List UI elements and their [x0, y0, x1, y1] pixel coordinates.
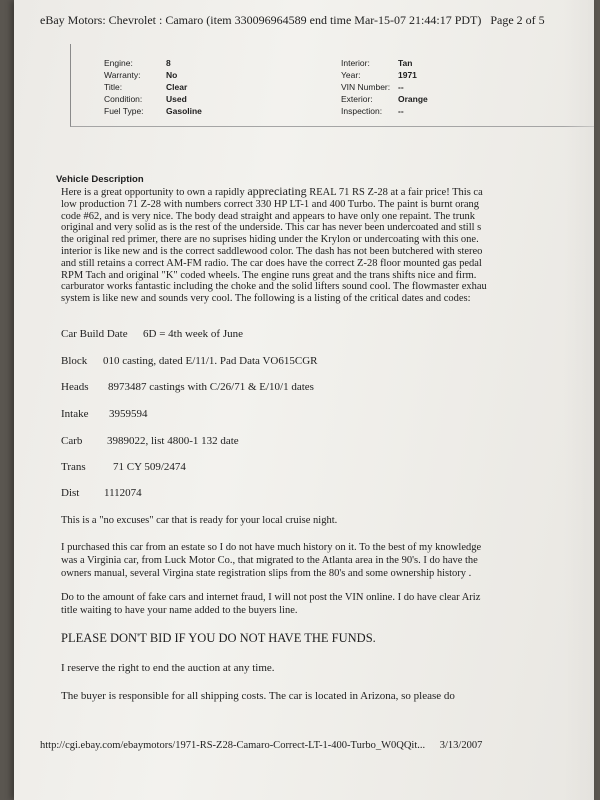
spec-row: Fuel Type: Gasoline	[104, 106, 202, 117]
description-line: the original red primer, there are no suprises hiding under the Krylon or undercoating with this one.	[61, 234, 479, 246]
spec-row: Exterior: Orange	[341, 94, 428, 105]
print-date: 3/13/2007	[439, 740, 483, 751]
vin-paragraph: Do to the amount of fake cars and internet fraud, I will not post the VIN online. I do have clear Ariz title waiting to have your name added to the buyers line.	[61, 592, 481, 616]
funds-warning: PLEASE DON'T BID IF YOU DO NOT HAVE THE FUNDS.	[61, 631, 376, 645]
specs-left-column	[104, 57, 202, 117]
printed-page	[14, 0, 594, 800]
description-line: and still retains a correct AM-FM radio. The car does have the correct Z-28 floor mounted gas pedal	[61, 257, 482, 269]
page-header	[40, 13, 594, 28]
reserve-text: I reserve the right to end the auction at any time.	[61, 662, 275, 674]
spec-row: Engine: 8	[104, 58, 171, 68]
description-line: interior is like new and is the correct saddlewood color. The dash has not been butchered with stereo	[61, 245, 483, 257]
header-title: eBay Motors: Chevrolet : Camaro (item 330096964589 end time Mar-15-07 21:44:17 PDT)	[40, 13, 482, 27]
history-paragraph: I purchased this car from an estate so I do not have much history on it. To the best of my knowledge was a Virginia car, from Luck Motor Co., that migrated to the Atlanta area in the 90's. I do have the owners manual, several Virgina state registration slips from the 80's and some ownership history .	[61, 542, 482, 579]
spec-row: Condition: Used	[104, 94, 187, 105]
description-line: original and very solid as is the rest of the underside. This car has never been undercoated and still s	[61, 222, 482, 234]
code-row: Block 010 casting, dated E/11/1. Pad Data VO615CGR	[61, 355, 318, 367]
description-line: low production 71 Z-28 with numbers correct 330 HP LT-1 and 400 Turbo. The paint is burnt orang	[61, 198, 480, 210]
spec-row: VIN Number: --	[341, 82, 404, 93]
spec-row: Title: Clear	[104, 82, 188, 93]
code-row: Heads 8973487 castings with C/26/71 & E/10/1 dates	[61, 381, 314, 393]
listing-url: http://cgi.ebay.com/ebaymotors/1971-RS-Z28-Camaro-Correct-LT-1-400-Turbo_W0QQit...	[40, 740, 426, 751]
code-row: Dist 1112074	[61, 487, 142, 499]
description-line: system is like new and sounds very cool. The following is a listing of the critical dates and codes:	[61, 293, 471, 305]
code-row: Trans 71 CY 509/2474	[61, 461, 186, 473]
vehicle-description-heading: Vehicle Description	[56, 174, 144, 185]
page-number: Page 2 of 5	[490, 13, 545, 27]
item-specifics	[70, 44, 594, 127]
spec-row: Year: 1971	[341, 70, 417, 81]
description-line: code #62, and is very nice. The body dead straight and appears to have only one repaint. The trunk	[61, 210, 475, 222]
spec-row: Warranty: No	[104, 70, 178, 81]
specs-right-column	[341, 57, 428, 117]
spec-row: Interior: Tan	[341, 58, 413, 68]
description-line: RPM Tach and original "K" coded wheels. The engine runs great and the trans shifts nice and firm.	[61, 269, 477, 281]
spec-row: Inspection: --	[341, 106, 404, 117]
code-row: Intake 3959594	[61, 408, 148, 420]
shipping-text: The buyer is responsible for all shipping costs. The car is located in Arizona, so please do	[61, 690, 455, 702]
code-row: Carb 3989022, list 4800-1 132 date	[61, 435, 239, 447]
code-row: Car Build Date 6D = 4th week of June	[61, 328, 243, 340]
vehicle-description-text	[61, 186, 594, 305]
no-excuses-text: This is a "no excuses" car that is ready for your local cruise night.	[61, 515, 338, 526]
page-footer	[40, 740, 482, 751]
description-line: carburator works fantastic including the choke and the solid lifters sound cool. The flowmaster exhau	[61, 281, 487, 293]
description-line: Here is a great opportunity to own a rapidly appreciating REAL 71 RS Z-28 at a fair price! This ca	[61, 184, 483, 198]
